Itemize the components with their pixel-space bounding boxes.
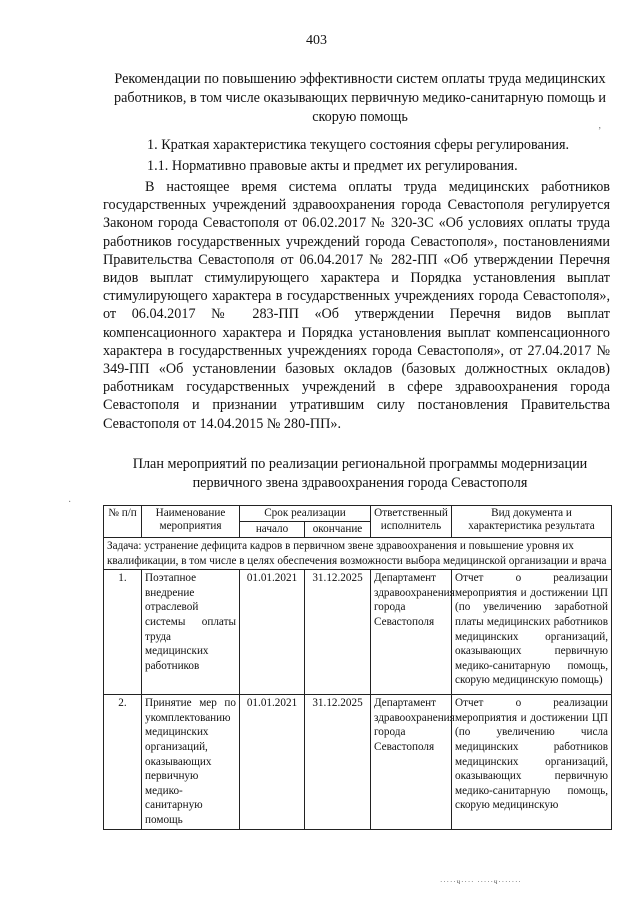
cell-num: 1.	[104, 570, 142, 695]
cell-responsible: Департамент здравоохранения города Севастополя	[371, 570, 452, 695]
section-heading-1: 1. Краткая характеристика текущего состояния сферы регулирования.	[147, 137, 570, 153]
cell-start: 01.01.2021	[240, 570, 305, 695]
scan-speck: ‚	[598, 120, 602, 131]
page-number: 403	[306, 33, 327, 48]
cell-end: 31.12.2025	[305, 695, 371, 829]
header-start: начало	[240, 522, 305, 538]
section-heading-1-1: 1.1. Нормативно правовые акты и предмет их регулирования.	[147, 158, 518, 174]
header-period: Срок реализации	[240, 506, 371, 522]
cell-end: 31.12.2025	[305, 570, 371, 695]
cell-result: Отчет о реализации мероприятия и достижении ЦП (по увеличению заработной платы медицинских работников медицинских организаций, оказывающих первичную медико-санитарную помощь, скорую медицинскую помощь)	[452, 570, 612, 695]
task-cell: Задача: устранение дефицита кадров в первичном звене здравоохранения и повышение уровня их квалификации, в том числе в целях обеспечения возможности выбора медицинской организации и врача	[104, 538, 612, 570]
table-row	[104, 570, 612, 695]
header-end: окончание	[305, 522, 371, 538]
cell-name: Принятие мер по укомплектованию медицинских организаций, оказывающих первичную медико-санитарную помощь	[142, 695, 240, 829]
cell-result: Отчет о реализации мероприятия и достижении ЦП (по увеличению числа медицинских работников медицинских организаций, оказывающих первичную медико-санитарную помощь, скорую медицинскую	[452, 695, 612, 829]
header-num: № п/п	[104, 506, 142, 538]
header-responsible: Ответственный исполнитель	[371, 506, 452, 538]
cell-num: 2.	[104, 695, 142, 829]
body-paragraph: В настоящее время система оплаты труда медицинских работников государственных учреждений здравоохранения города Севастополя регулируется Законом города Севастополя от 06.02.2017 № 320-ЗС «Об условиях оплаты труда работников государственных учреждений города Севастополя», постановлениями Правительства Севастополя от 06.04.2017 № 282-ПП «Об утверждении Перечня видов выплат стимулирующего характера и Порядка установления выплат стимулирующего характера в государственных учреждениях города Севастополя», от 06.04.2017 № 283-ПП «Об утверждении Перечня видов выплат компенсационного характера и Порядка установления выплат компенсационного характера в государственных учреждениях города Севастополя», от 27.04.2017 № 349-ПП «Об установлении базовых окладов (базовых должностных окладов) работникам государственных учреждений в сфере здравоохранения города Севастополя и признании утратившим силу постановления Правительства Севастополя от 14.04.2015 № 280-ПП».	[103, 179, 610, 432]
header-result: Вид документа и характеристика результата	[452, 506, 612, 538]
plan-title: План мероприятий по реализации региональной программы модернизации первичного звена здравоохранения города Севастополя	[132, 456, 588, 491]
table-row	[104, 695, 612, 829]
plan-table	[103, 505, 612, 830]
cell-name: Поэтапное внедрение отраслевой системы оплаты труда медицинских работников	[142, 570, 240, 695]
header-name: Наименование мероприятия	[142, 506, 240, 538]
task-row	[104, 538, 612, 570]
cell-responsible: Департамент здравоохранения города Севастополя	[371, 695, 452, 829]
cell-start: 01.01.2021	[240, 695, 305, 829]
document-title: Рекомендации по повышению эффективности систем оплаты труда медицинских работников, в том числе оказывающих первичную медико-санитарную помощь и скорую помощь	[114, 71, 606, 125]
footer-stamp: ·····ч···· ·····ч·······	[440, 878, 522, 886]
scan-speck: ·	[68, 497, 72, 508]
table-header-row	[104, 506, 612, 522]
